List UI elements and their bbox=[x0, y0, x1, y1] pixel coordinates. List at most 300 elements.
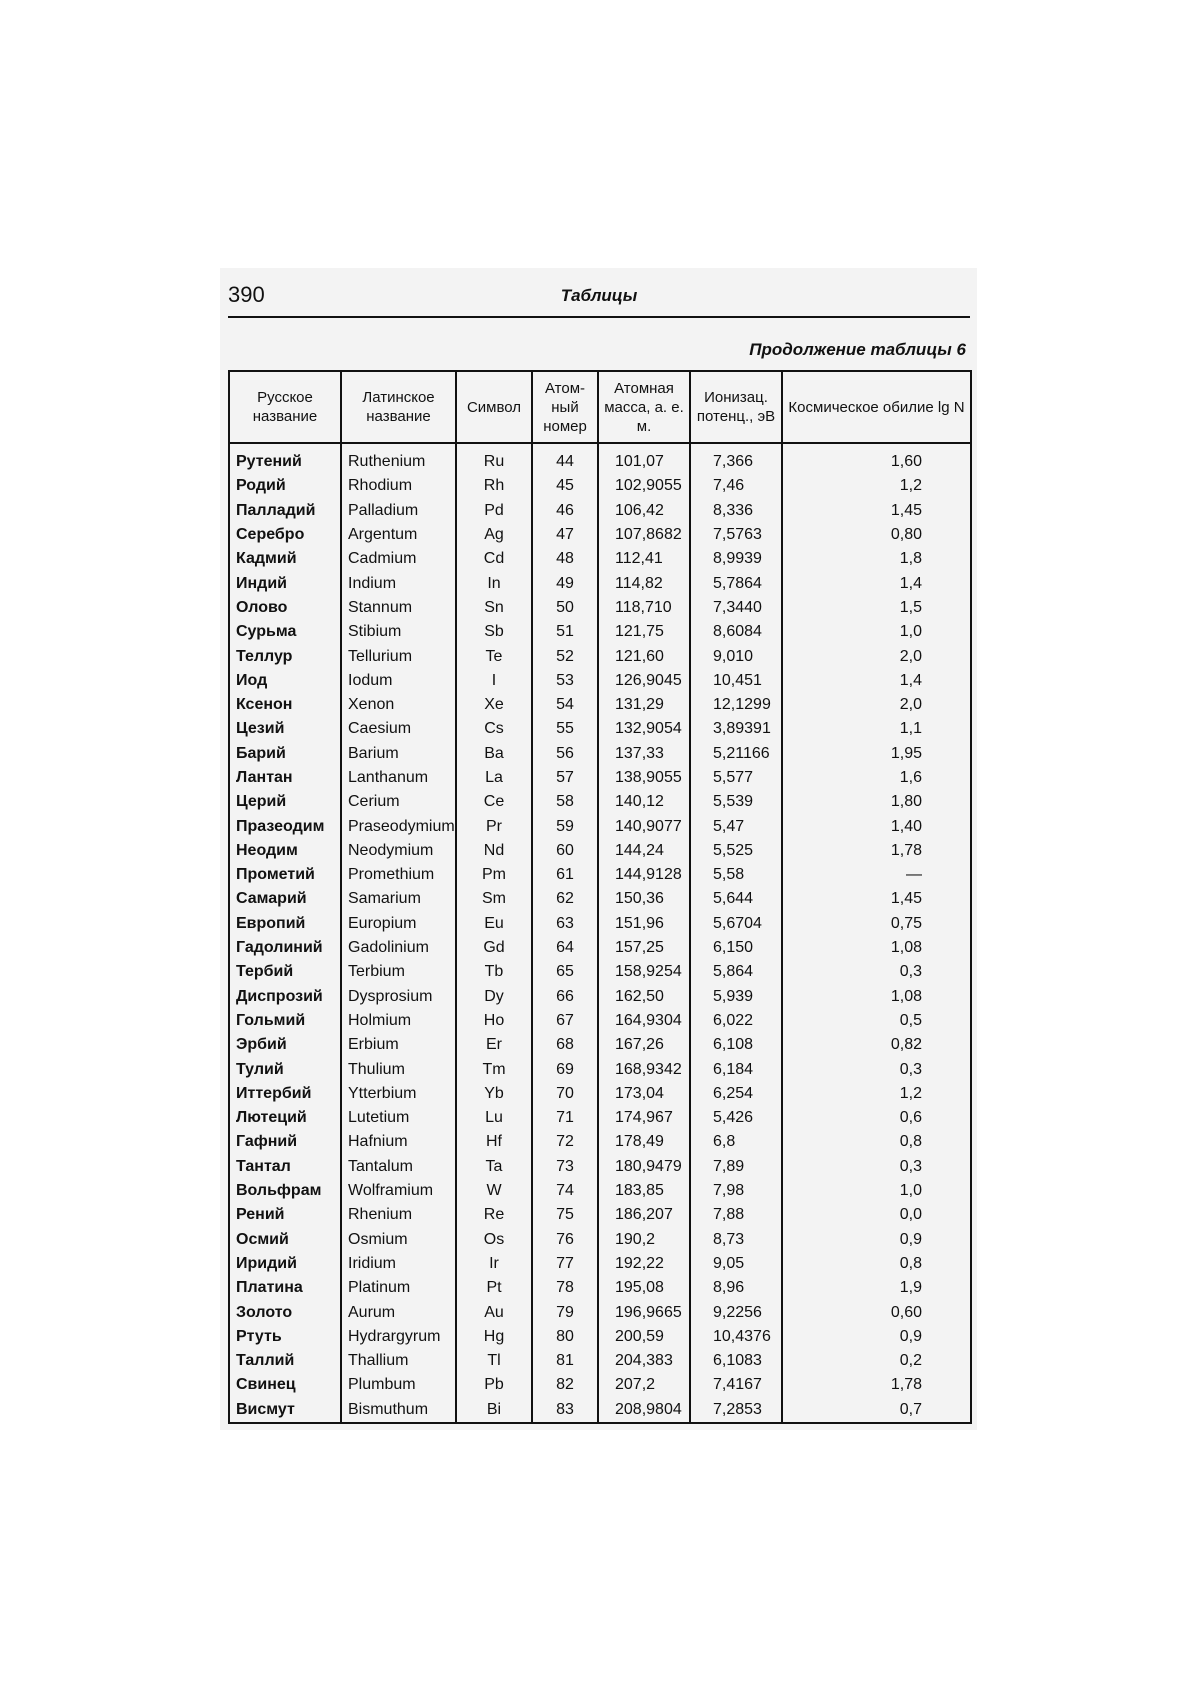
symbol-cell: Te bbox=[456, 644, 532, 668]
table-row bbox=[229, 985, 971, 1009]
russian-name-cell: Эрбий bbox=[236, 1036, 287, 1054]
latin-name-cell: Hydrargyrum bbox=[341, 1325, 456, 1349]
symbol-cell: Eu bbox=[456, 912, 532, 936]
abundance-cell: — bbox=[782, 863, 971, 887]
ionization-cell: 6,108 bbox=[690, 1033, 782, 1057]
table-row bbox=[229, 766, 971, 790]
ionization-cell: 8,9939 bbox=[690, 547, 782, 571]
russian-name-cell: Вольфрам bbox=[236, 1182, 322, 1200]
ionization-cell: 7,4167 bbox=[690, 1373, 782, 1397]
atomic-mass-cell: 132,9054 bbox=[598, 717, 690, 741]
table-row bbox=[229, 547, 971, 571]
atomic-mass-cell: 190,2 bbox=[598, 1228, 690, 1252]
russian-name-cell: Тантал bbox=[236, 1157, 291, 1175]
atomic-number-cell: 56 bbox=[532, 742, 598, 766]
symbol-cell: Au bbox=[456, 1300, 532, 1324]
latin-name-cell: Tantalum bbox=[341, 1155, 456, 1179]
atomic-number-cell: 69 bbox=[532, 1057, 598, 1081]
table-row bbox=[229, 596, 971, 620]
atomic-number-cell: 55 bbox=[532, 717, 598, 741]
latin-name-cell: Lutetium bbox=[341, 1106, 456, 1130]
atomic-mass-cell: 180,9479 bbox=[598, 1155, 690, 1179]
symbol-cell: Os bbox=[456, 1228, 532, 1252]
latin-name-cell: Rhodium bbox=[341, 474, 456, 498]
atomic-number-cell: 64 bbox=[532, 936, 598, 960]
atomic-mass-cell: 121,75 bbox=[598, 620, 690, 644]
table-row bbox=[229, 1155, 971, 1179]
atomic-mass-cell: 140,9077 bbox=[598, 814, 690, 838]
page-header bbox=[228, 276, 970, 318]
table-row bbox=[229, 717, 971, 741]
symbol-cell: Ba bbox=[456, 742, 532, 766]
abundance-cell: 1,60 bbox=[782, 443, 971, 474]
abundance-cell: 0,82 bbox=[782, 1033, 971, 1057]
ionization-cell: 5,939 bbox=[690, 985, 782, 1009]
atomic-mass-cell: 173,04 bbox=[598, 1082, 690, 1106]
table-row bbox=[229, 1325, 971, 1349]
atomic-number-cell: 71 bbox=[532, 1106, 598, 1130]
abundance-cell: 1,40 bbox=[782, 814, 971, 838]
abundance-cell: 1,2 bbox=[782, 1082, 971, 1106]
ionization-cell: 5,525 bbox=[690, 839, 782, 863]
atomic-mass-cell: 121,60 bbox=[598, 644, 690, 668]
ionization-cell: 10,451 bbox=[690, 669, 782, 693]
atomic-number-cell: 61 bbox=[532, 863, 598, 887]
atomic-mass-cell: 208,9804 bbox=[598, 1398, 690, 1423]
symbol-cell: Pd bbox=[456, 499, 532, 523]
latin-name-cell: Iridium bbox=[341, 1252, 456, 1276]
atomic-mass-cell: 126,9045 bbox=[598, 669, 690, 693]
atomic-number-cell: 47 bbox=[532, 523, 598, 547]
symbol-cell: Ag bbox=[456, 523, 532, 547]
ionization-cell: 12,1299 bbox=[690, 693, 782, 717]
ionization-cell: 9,010 bbox=[690, 644, 782, 668]
symbol-cell: Lu bbox=[456, 1106, 532, 1130]
russian-name-cell: Гольмий bbox=[236, 1011, 306, 1029]
atomic-mass-cell: 118,710 bbox=[598, 596, 690, 620]
atomic-mass-cell: 200,59 bbox=[598, 1325, 690, 1349]
latin-name-cell: Hafnium bbox=[341, 1130, 456, 1154]
table-row bbox=[229, 1130, 971, 1154]
atomic-number-cell: 78 bbox=[532, 1276, 598, 1300]
table-row bbox=[229, 1398, 971, 1423]
table-row bbox=[229, 1349, 971, 1373]
table-row bbox=[229, 1300, 971, 1324]
atomic-number-cell: 65 bbox=[532, 960, 598, 984]
atomic-mass-cell: 137,33 bbox=[598, 742, 690, 766]
russian-name-cell: Лантан bbox=[236, 769, 293, 786]
ionization-cell: 7,2853 bbox=[690, 1398, 782, 1423]
latin-name-cell: Europium bbox=[341, 912, 456, 936]
atomic-number-cell: 79 bbox=[532, 1300, 598, 1324]
latin-name-cell: Promethium bbox=[341, 863, 456, 887]
abundance-cell: 1,08 bbox=[782, 985, 971, 1009]
table-row bbox=[229, 1203, 971, 1227]
latin-name-cell: Tellurium bbox=[341, 644, 456, 668]
abundance-cell: 1,45 bbox=[782, 887, 971, 911]
abundance-cell: 0,0 bbox=[782, 1203, 971, 1227]
ionization-cell: 5,644 bbox=[690, 887, 782, 911]
ionization-cell: 6,184 bbox=[690, 1057, 782, 1081]
symbol-cell: Ru bbox=[456, 443, 532, 474]
atomic-number-cell: 54 bbox=[532, 693, 598, 717]
russian-name-cell: Барий bbox=[236, 744, 286, 762]
ionization-cell: 5,7864 bbox=[690, 571, 782, 595]
abundance-cell: 2,0 bbox=[782, 644, 971, 668]
atomic-number-cell: 58 bbox=[532, 790, 598, 814]
atomic-mass-cell: 157,25 bbox=[598, 936, 690, 960]
abundance-cell: 0,3 bbox=[782, 960, 971, 984]
elements-table bbox=[228, 370, 972, 1424]
ionization-cell: 5,539 bbox=[690, 790, 782, 814]
russian-name-cell: Палладий bbox=[236, 501, 316, 519]
russian-name-cell: Родий bbox=[236, 477, 286, 495]
latin-name-cell: Holmium bbox=[341, 1009, 456, 1033]
symbol-cell: Pm bbox=[456, 863, 532, 887]
atomic-mass-cell: 102,9055 bbox=[598, 474, 690, 498]
ionization-cell: 6,254 bbox=[690, 1082, 782, 1106]
table-row bbox=[229, 1179, 971, 1203]
atomic-mass-cell: 106,42 bbox=[598, 499, 690, 523]
abundance-cell: 0,75 bbox=[782, 912, 971, 936]
abundance-cell: 0,7 bbox=[782, 1398, 971, 1423]
ionization-cell: 5,6704 bbox=[690, 912, 782, 936]
russian-name-cell: Висмут bbox=[236, 1400, 295, 1418]
ionization-cell: 8,336 bbox=[690, 499, 782, 523]
table-row bbox=[229, 960, 971, 984]
table-header-row bbox=[229, 371, 971, 443]
symbol-cell: Pr bbox=[456, 814, 532, 838]
symbol-cell: W bbox=[456, 1179, 532, 1203]
latin-name-cell: Indium bbox=[341, 571, 456, 595]
atomic-mass-cell: 192,22 bbox=[598, 1252, 690, 1276]
ionization-cell: 9,05 bbox=[690, 1252, 782, 1276]
table-row bbox=[229, 1373, 971, 1397]
russian-name-cell: Диспрозий bbox=[236, 987, 323, 1005]
ionization-cell: 8,96 bbox=[690, 1276, 782, 1300]
abundance-cell: 0,8 bbox=[782, 1130, 971, 1154]
latin-name-cell: Cerium bbox=[341, 790, 456, 814]
atomic-mass-cell: 158,9254 bbox=[598, 960, 690, 984]
atomic-number-cell: 76 bbox=[532, 1228, 598, 1252]
latin-name-cell: Samarium bbox=[341, 887, 456, 911]
ionization-cell: 6,1083 bbox=[690, 1349, 782, 1373]
ionization-cell: 7,98 bbox=[690, 1179, 782, 1203]
latin-name-cell: Barium bbox=[341, 742, 456, 766]
latin-name-cell: Stannum bbox=[341, 596, 456, 620]
russian-name-cell: Европий bbox=[236, 914, 306, 932]
atomic-number-cell: 70 bbox=[532, 1082, 598, 1106]
latin-name-cell: Bismuthum bbox=[341, 1398, 456, 1423]
atomic-number-cell: 46 bbox=[532, 499, 598, 523]
atomic-mass-cell: 150,36 bbox=[598, 887, 690, 911]
atomic-mass-cell: 107,8682 bbox=[598, 523, 690, 547]
latin-name-cell: Cadmium bbox=[341, 547, 456, 571]
table-row bbox=[229, 1057, 971, 1081]
ionization-cell: 5,58 bbox=[690, 863, 782, 887]
atomic-number-cell: 73 bbox=[532, 1155, 598, 1179]
russian-name-cell: Олово bbox=[236, 598, 288, 616]
atomic-number-cell: 60 bbox=[532, 839, 598, 863]
atomic-mass-cell: 140,12 bbox=[598, 790, 690, 814]
table-row bbox=[229, 693, 971, 717]
atomic-mass-cell: 183,85 bbox=[598, 1179, 690, 1203]
atomic-mass-cell: 164,9304 bbox=[598, 1009, 690, 1033]
symbol-cell: Ir bbox=[456, 1252, 532, 1276]
ionization-cell: 5,21166 bbox=[690, 742, 782, 766]
latin-name-cell: Thulium bbox=[341, 1057, 456, 1081]
table-row bbox=[229, 1276, 971, 1300]
table-row bbox=[229, 839, 971, 863]
table-row bbox=[229, 814, 971, 838]
russian-name-cell: Серебро bbox=[236, 526, 305, 544]
russian-name-cell: Иридий bbox=[236, 1254, 297, 1272]
latin-name-cell: Terbium bbox=[341, 960, 456, 984]
atomic-mass-cell: 207,2 bbox=[598, 1373, 690, 1397]
atomic-number-cell: 66 bbox=[532, 985, 598, 1009]
abundance-cell: 1,08 bbox=[782, 936, 971, 960]
atomic-number-cell: 59 bbox=[532, 814, 598, 838]
table-row bbox=[229, 474, 971, 498]
atomic-mass-cell: 178,49 bbox=[598, 1130, 690, 1154]
table-continuation-caption: Продолжение таблицы 6 bbox=[749, 340, 966, 359]
abundance-cell: 0,3 bbox=[782, 1057, 971, 1081]
symbol-cell: Tl bbox=[456, 1349, 532, 1373]
latin-name-cell: Plumbum bbox=[341, 1373, 456, 1397]
latin-name-cell: Thallium bbox=[341, 1349, 456, 1373]
ionization-cell: 7,88 bbox=[690, 1203, 782, 1227]
atomic-number-cell: 72 bbox=[532, 1130, 598, 1154]
symbol-cell: Nd bbox=[456, 839, 532, 863]
header-russian-name: Русское название bbox=[229, 371, 341, 443]
atomic-mass-cell: 151,96 bbox=[598, 912, 690, 936]
symbol-cell: Hg bbox=[456, 1325, 532, 1349]
table-row bbox=[229, 936, 971, 960]
table-row bbox=[229, 644, 971, 668]
table-row bbox=[229, 1106, 971, 1130]
table-row bbox=[229, 443, 971, 474]
atomic-number-cell: 62 bbox=[532, 887, 598, 911]
atomic-number-cell: 49 bbox=[532, 571, 598, 595]
ionization-cell: 7,5763 bbox=[690, 523, 782, 547]
russian-name-cell: Тербий bbox=[236, 963, 294, 981]
table-body bbox=[229, 443, 971, 1423]
header-atomic-mass: Атомная масса, а. е. м. bbox=[598, 371, 690, 443]
table-row bbox=[229, 669, 971, 693]
symbol-cell: Yb bbox=[456, 1082, 532, 1106]
atomic-mass-cell: 114,82 bbox=[598, 571, 690, 595]
latin-name-cell: Rhenium bbox=[341, 1203, 456, 1227]
latin-name-cell: Neodymium bbox=[341, 839, 456, 863]
latin-name-cell: Osmium bbox=[341, 1228, 456, 1252]
symbol-cell: Re bbox=[456, 1203, 532, 1227]
russian-name-cell: Рутений bbox=[236, 453, 302, 471]
symbol-cell: Dy bbox=[456, 985, 532, 1009]
table-row bbox=[229, 790, 971, 814]
atomic-mass-cell: 186,207 bbox=[598, 1203, 690, 1227]
abundance-cell: 1,45 bbox=[782, 499, 971, 523]
table-row bbox=[229, 523, 971, 547]
ionization-cell: 9,2256 bbox=[690, 1300, 782, 1324]
symbol-cell: Cs bbox=[456, 717, 532, 741]
russian-name-cell: Гадолиний bbox=[236, 939, 323, 957]
symbol-cell: I bbox=[456, 669, 532, 693]
russian-name-cell: Теллур bbox=[236, 647, 293, 665]
abundance-cell: 1,78 bbox=[782, 1373, 971, 1397]
russian-name-cell: Церий bbox=[236, 793, 287, 811]
atomic-number-cell: 81 bbox=[532, 1349, 598, 1373]
header-cosmic-abundance: Космическое обилие lg N bbox=[782, 371, 971, 443]
symbol-cell: Tb bbox=[456, 960, 532, 984]
russian-name-cell: Тулий bbox=[236, 1060, 284, 1078]
latin-name-cell: Erbium bbox=[341, 1033, 456, 1057]
table-row bbox=[229, 1082, 971, 1106]
latin-name-cell: Platinum bbox=[341, 1276, 456, 1300]
russian-name-cell: Иод bbox=[236, 671, 268, 689]
abundance-cell: 1,78 bbox=[782, 839, 971, 863]
latin-name-cell: Ruthenium bbox=[341, 443, 456, 474]
abundance-cell: 0,9 bbox=[782, 1325, 971, 1349]
atomic-number-cell: 82 bbox=[532, 1373, 598, 1397]
ionization-cell: 7,89 bbox=[690, 1155, 782, 1179]
symbol-cell: Sb bbox=[456, 620, 532, 644]
abundance-cell: 1,8 bbox=[782, 547, 971, 571]
russian-name-cell: Свинец bbox=[236, 1376, 296, 1394]
table-row bbox=[229, 620, 971, 644]
abundance-cell: 1,0 bbox=[782, 1179, 971, 1203]
table-row bbox=[229, 499, 971, 523]
russian-name-cell: Кадмий bbox=[236, 550, 297, 568]
latin-name-cell: Argentum bbox=[341, 523, 456, 547]
abundance-cell: 0,9 bbox=[782, 1228, 971, 1252]
table-row bbox=[229, 863, 971, 887]
atomic-number-cell: 57 bbox=[532, 766, 598, 790]
ionization-cell: 8,73 bbox=[690, 1228, 782, 1252]
ionization-cell: 5,864 bbox=[690, 960, 782, 984]
ionization-cell: 10,4376 bbox=[690, 1325, 782, 1349]
header-atomic-number: Атом-ный номер bbox=[532, 371, 598, 443]
abundance-cell: 1,9 bbox=[782, 1276, 971, 1300]
header-symbol: Символ bbox=[456, 371, 532, 443]
atomic-mass-cell: 112,41 bbox=[598, 547, 690, 571]
table-row bbox=[229, 887, 971, 911]
ionization-cell: 7,46 bbox=[690, 474, 782, 498]
russian-name-cell: Индий bbox=[236, 574, 287, 592]
russian-name-cell: Лютеций bbox=[236, 1109, 307, 1127]
symbol-cell: Tm bbox=[456, 1057, 532, 1081]
atomic-number-cell: 80 bbox=[532, 1325, 598, 1349]
atomic-mass-cell: 144,24 bbox=[598, 839, 690, 863]
atomic-mass-cell: 101,07 bbox=[598, 443, 690, 474]
abundance-cell: 1,2 bbox=[782, 474, 971, 498]
ionization-cell: 8,6084 bbox=[690, 620, 782, 644]
abundance-cell: 1,4 bbox=[782, 571, 971, 595]
symbol-cell: Hf bbox=[456, 1130, 532, 1154]
symbol-cell: Rh bbox=[456, 474, 532, 498]
abundance-cell: 1,6 bbox=[782, 766, 971, 790]
atomic-mass-cell: 204,383 bbox=[598, 1349, 690, 1373]
atomic-number-cell: 52 bbox=[532, 644, 598, 668]
book-page bbox=[228, 276, 970, 1424]
russian-name-cell: Цезий bbox=[236, 720, 285, 738]
abundance-cell: 0,8 bbox=[782, 1252, 971, 1276]
abundance-cell: 1,1 bbox=[782, 717, 971, 741]
russian-name-cell: Сурьма bbox=[236, 623, 297, 641]
atomic-mass-cell: 174,967 bbox=[598, 1106, 690, 1130]
abundance-cell: 0,3 bbox=[782, 1155, 971, 1179]
symbol-cell: Pb bbox=[456, 1373, 532, 1397]
abundance-cell: 1,95 bbox=[782, 742, 971, 766]
atomic-mass-cell: 162,50 bbox=[598, 985, 690, 1009]
abundance-cell: 1,0 bbox=[782, 620, 971, 644]
atomic-mass-cell: 144,9128 bbox=[598, 863, 690, 887]
russian-name-cell: Празеодим bbox=[236, 817, 325, 835]
atomic-number-cell: 63 bbox=[532, 912, 598, 936]
russian-name-cell: Таллий bbox=[236, 1352, 295, 1370]
atomic-mass-cell: 138,9055 bbox=[598, 766, 690, 790]
ionization-cell: 5,577 bbox=[690, 766, 782, 790]
atomic-number-cell: 44 bbox=[532, 443, 598, 474]
atomic-number-cell: 75 bbox=[532, 1203, 598, 1227]
symbol-cell: Ho bbox=[456, 1009, 532, 1033]
latin-name-cell: Xenon bbox=[341, 693, 456, 717]
symbol-cell: Pt bbox=[456, 1276, 532, 1300]
atomic-number-cell: 50 bbox=[532, 596, 598, 620]
table-row bbox=[229, 571, 971, 595]
symbol-cell: Sm bbox=[456, 887, 532, 911]
latin-name-cell: Palladium bbox=[341, 499, 456, 523]
latin-name-cell: Wolframium bbox=[341, 1179, 456, 1203]
atomic-mass-cell: 167,26 bbox=[598, 1033, 690, 1057]
symbol-cell: Cd bbox=[456, 547, 532, 571]
abundance-cell: 1,80 bbox=[782, 790, 971, 814]
russian-name-cell: Осмий bbox=[236, 1230, 289, 1248]
atomic-number-cell: 51 bbox=[532, 620, 598, 644]
russian-name-cell: Неодим bbox=[236, 841, 298, 859]
atomic-number-cell: 48 bbox=[532, 547, 598, 571]
latin-name-cell: Aurum bbox=[341, 1300, 456, 1324]
russian-name-cell: Ртуть bbox=[236, 1327, 282, 1345]
abundance-cell: 0,6 bbox=[782, 1106, 971, 1130]
table-row bbox=[229, 742, 971, 766]
russian-name-cell: Рений bbox=[236, 1206, 285, 1224]
atomic-mass-cell: 195,08 bbox=[598, 1276, 690, 1300]
ionization-cell: 6,150 bbox=[690, 936, 782, 960]
header-latin-name: Латинское название bbox=[341, 371, 456, 443]
russian-name-cell: Гафний bbox=[236, 1133, 298, 1151]
abundance-cell: 2,0 bbox=[782, 693, 971, 717]
atomic-mass-cell: 168,9342 bbox=[598, 1057, 690, 1081]
russian-name-cell: Самарий bbox=[236, 890, 307, 908]
abundance-cell: 0,5 bbox=[782, 1009, 971, 1033]
atomic-number-cell: 68 bbox=[532, 1033, 598, 1057]
atomic-number-cell: 83 bbox=[532, 1398, 598, 1423]
table-row bbox=[229, 1252, 971, 1276]
symbol-cell: Bi bbox=[456, 1398, 532, 1423]
latin-name-cell: Gadolinium bbox=[341, 936, 456, 960]
symbol-cell: Ta bbox=[456, 1155, 532, 1179]
ionization-cell: 7,366 bbox=[690, 443, 782, 474]
symbol-cell: Xe bbox=[456, 693, 532, 717]
latin-name-cell: Ytterbium bbox=[341, 1082, 456, 1106]
symbol-cell: In bbox=[456, 571, 532, 595]
table-row bbox=[229, 1009, 971, 1033]
atomic-mass-cell: 131,29 bbox=[598, 693, 690, 717]
ionization-cell: 6,8 bbox=[690, 1130, 782, 1154]
abundance-cell: 0,60 bbox=[782, 1300, 971, 1324]
symbol-cell: La bbox=[456, 766, 532, 790]
atomic-mass-cell: 196,9665 bbox=[598, 1300, 690, 1324]
